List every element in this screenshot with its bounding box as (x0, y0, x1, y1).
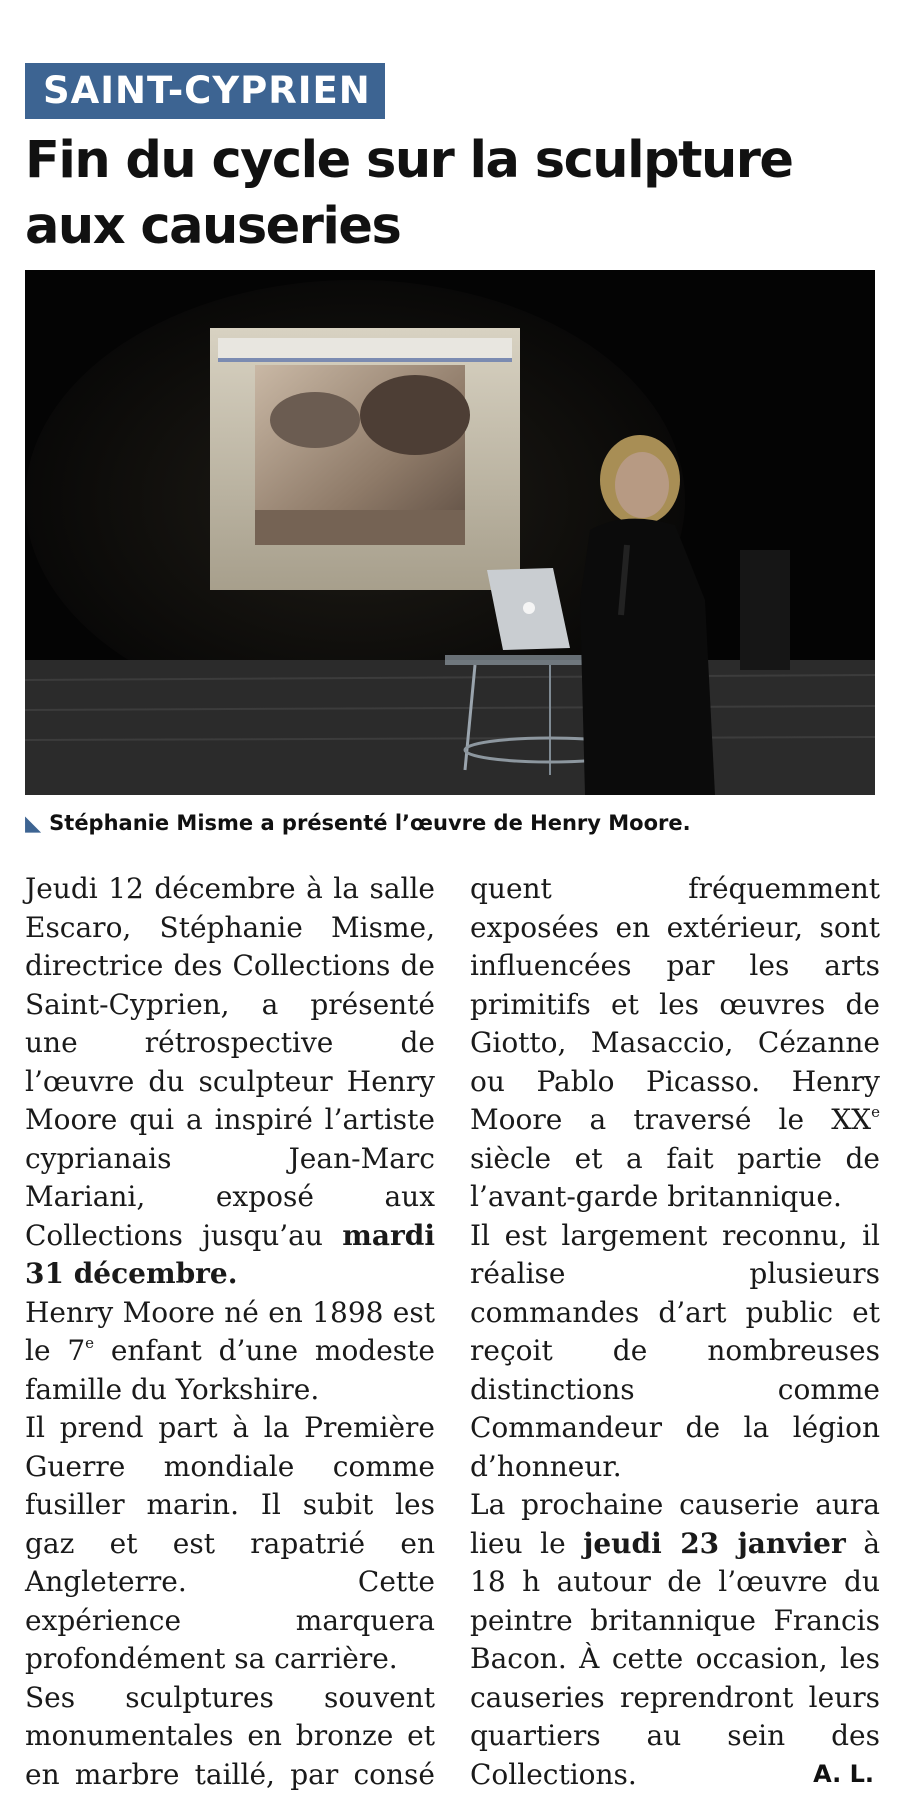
photo-caption (25, 808, 885, 838)
paragraph-1: Jeudi 12 décembre à la salle Escaro, Stéphanie Misme, directrice des Collections de Saint-Cyprien, a présenté une rétrospective de l’œuvre du sculpteur Henry Moore qui a inspiré l’artiste cyprianais Jean-Marc Mariani, exposé aux Collections jusqu’au mardi 31 décembre. (25, 872, 435, 1290)
paragraph-2: Henry Moore né en 1898 est le 7e enfant d’une modeste famille du Yorkshire. (25, 1295, 435, 1406)
next-date-highlight: jeudi 23 janvier (583, 1526, 846, 1560)
article-photo (25, 270, 875, 795)
paragraph-6: La prochaine causerie aura lieu le jeudi 23 janvier à 18 h autour de l’œuvre du peintre britannique Francis Bacon. À cette occasion, les causeries reprendront leurs quartiers au sein des Collections. (470, 1488, 881, 1791)
caption-marker-icon: ◣ (25, 811, 42, 835)
author-signature: A. L. (813, 1760, 874, 1788)
paragraph-4-end: quent fréquemment exposées en extérieur, sont influencées par les arts primitifs et les œuvres de Giotto, Masaccio, Cézanne ou Pablo Picasso. Henry Moore a traversé le XXe siècle et a fait partie de l’avant-garde britannique. (470, 872, 880, 1213)
paragraph-4-start: Ses sculptures souvent monumentales en bronze et en marbre taillé, par consé (25, 1680, 435, 1791)
date-highlight: mardi 31 décembre. (25, 1218, 435, 1290)
paragraph-5: Il est largement reconnu, il réalise plusieurs commandes d’art public et reçoit de nombreuses distinctions comme Commandeur de la légion d’honneur. (470, 1218, 880, 1483)
caption-text: Stéphanie Misme a présenté l’œuvre de Henry Moore. (49, 811, 691, 835)
section-tag: SAINT-CYPRIEN (25, 63, 385, 119)
paragraph-3: Il prend part à la Première Guerre mondiale comme fusiller marin. Il subit les gaz et est rapatrié en Angleterre. Cette expérience marquera profondément sa carrière. (25, 1411, 435, 1675)
article-column-left (25, 870, 435, 1794)
article-column-right (470, 870, 880, 1794)
article-headline: Fin du cycle sur la sculpture aux causeries (25, 131, 793, 256)
presentation-photo-illustration (25, 270, 875, 795)
